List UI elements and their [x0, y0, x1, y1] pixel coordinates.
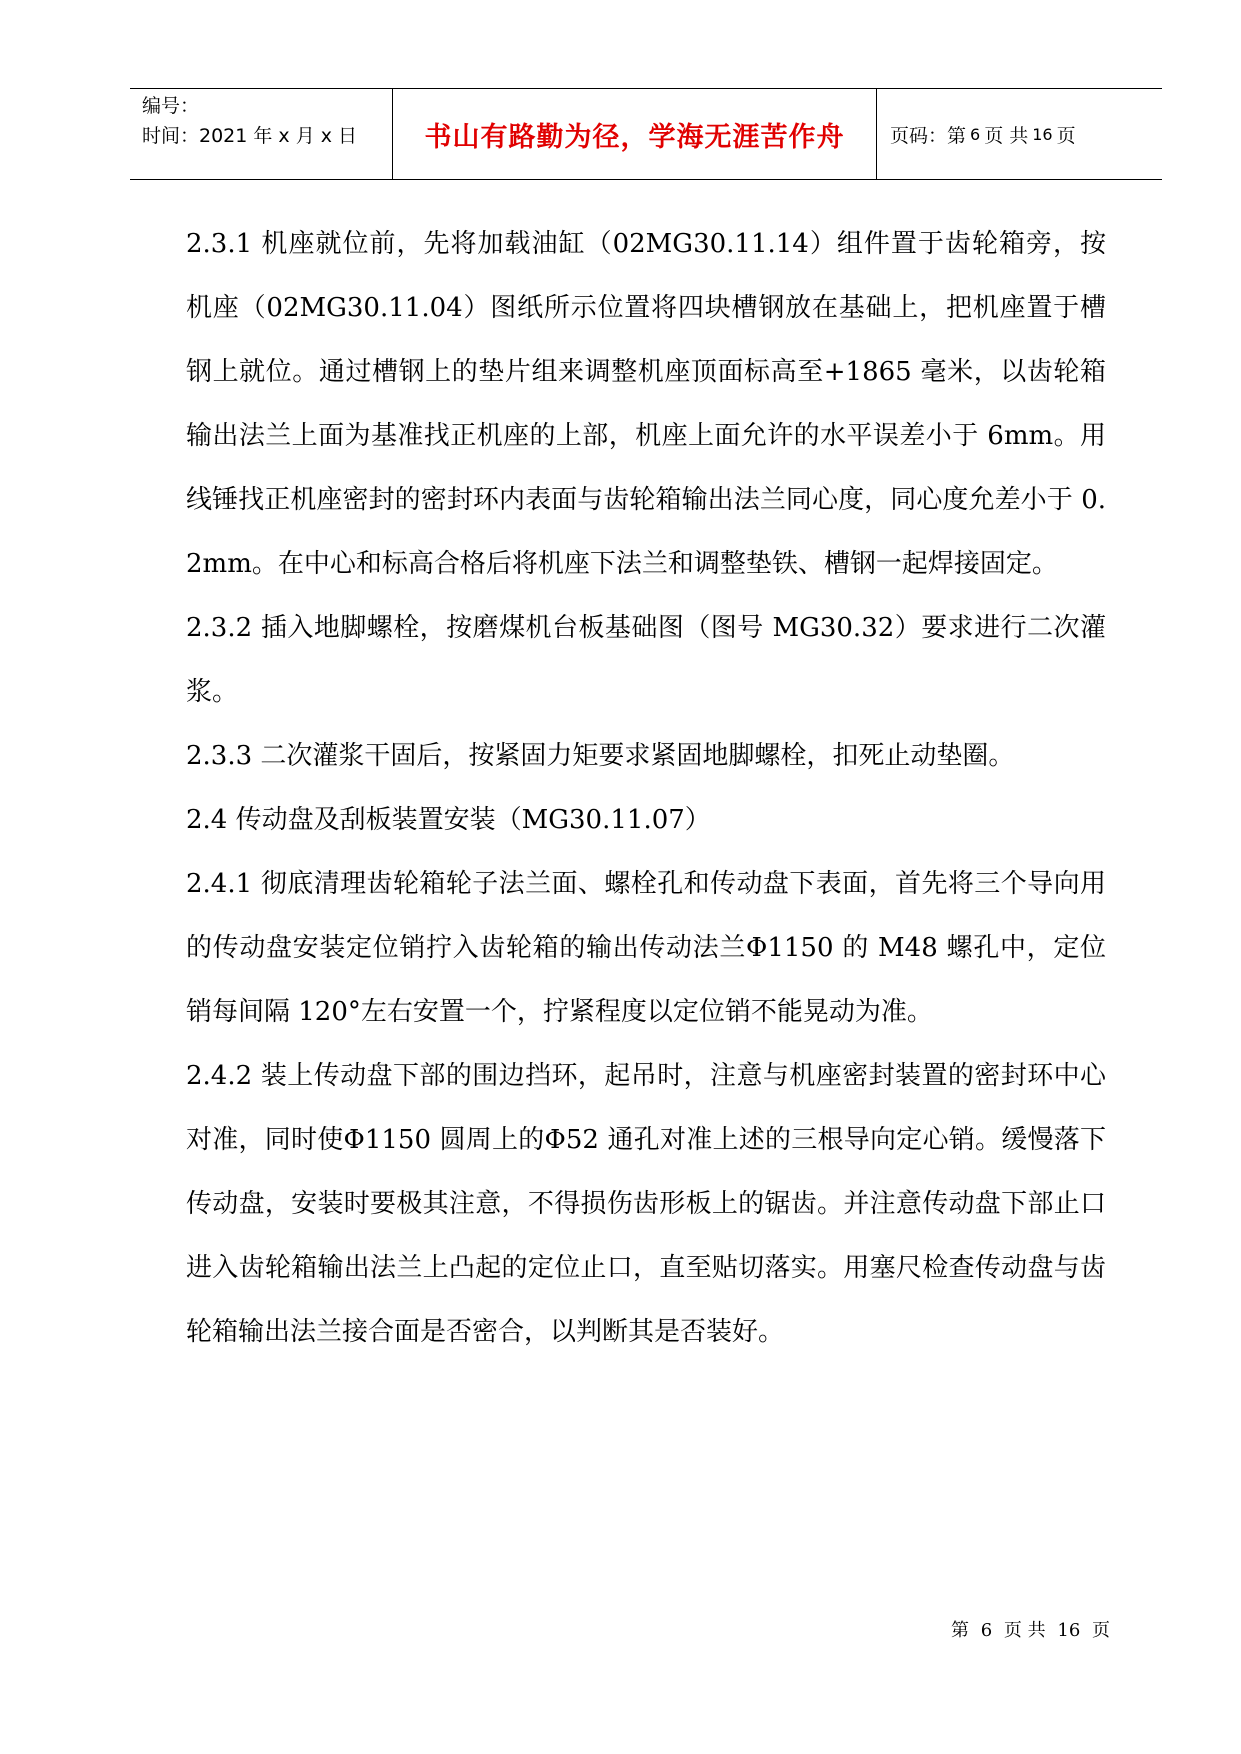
footer-current: 6: [980, 1620, 993, 1641]
document-body: [186, 212, 1106, 1364]
paragraph: 2.3.2 插入地脚螺栓，按磨煤机台板基础图（图号 MG30.32）要求进行二次灌浆。: [186, 613, 1106, 707]
footer-total: 16: [1057, 1620, 1081, 1641]
document-time: 时间：2021 年 x 月 x 日: [142, 125, 358, 147]
paragraph: 2.3.1 机座就位前，先将加载油缸（02MG30.11.14）组件置于齿轮箱旁，按机座（02MG30.11.04）图纸所示位置将四块槽钢放在基础上，把机座置于槽钢上就位。通过槽钢上的垫片组来调整机座顶面标高至+1865 毫米，以齿轮箱输出法兰上面为基准找正机座的上部，机座上面允许的水平误差小于 6mm。用线锤找正机座密封的密封环内表面与齿轮箱输出法兰同心度，同心度允差小于 0.2mm。在中心和标高合格后将机座下法兰和调整垫铁、槽钢一起焊接固定。: [186, 229, 1106, 579]
header-divider: [876, 89, 877, 179]
section-heading: 2.4 传动盘及刮板装置安装（MG30.11.07）: [186, 805, 711, 835]
paragraph: 2.4.1 彻底清理齿轮箱轮子法兰面、螺栓孔和传动盘下表面，首先将三个导向用的传动盘安装定位销拧入齿轮箱的输出传动法兰Φ1150 的 M48 螺孔中，定位销每间隔 120°左右安置一个，拧紧程度以定位销不能晃动为准。: [186, 869, 1106, 1027]
document-number-label: 编号：: [142, 95, 200, 117]
page-suffix: 页: [1056, 124, 1076, 147]
page-prefix: 页码：第: [890, 124, 967, 147]
footer-suffix: 页: [1092, 1620, 1111, 1641]
footer-prefix: 第: [951, 1620, 969, 1641]
page-mid: 页 共: [984, 124, 1029, 147]
page-current: 6: [970, 124, 981, 144]
paragraph: 2.3.3 二次灌浆干固后，按紧固力矩要求紧固地脚螺栓，扣死止动垫圈。: [186, 741, 1015, 771]
header-motto: 书山有路勤为径，学海无涯苦作舟: [424, 121, 845, 153]
page-footer: [948, 1616, 1113, 1642]
paragraph: 2.4.2 装上传动盘下部的围边挡环，起吊时，注意与机座密封装置的密封环中心对准，同时使Φ1150 圆周上的Φ52 通孔对准上述的三根导向定心销。缓慢落下传动盘，安装时要极其注意，不得损伤齿形板上的锯齿。并注意传动盘下部止口进入齿轮箱输出法兰上凸起的定位止口，直至贴切落实。用塞尺检查传动盘与齿轮箱输出法兰接合面是否密合，以判断其是否装好。: [186, 1061, 1106, 1347]
header-page-indicator: [890, 89, 1076, 179]
page-total: 16: [1032, 124, 1053, 144]
page-header: [130, 88, 1162, 180]
header-meta: [142, 91, 392, 151]
footer-mid: 页 共: [1003, 1620, 1046, 1641]
